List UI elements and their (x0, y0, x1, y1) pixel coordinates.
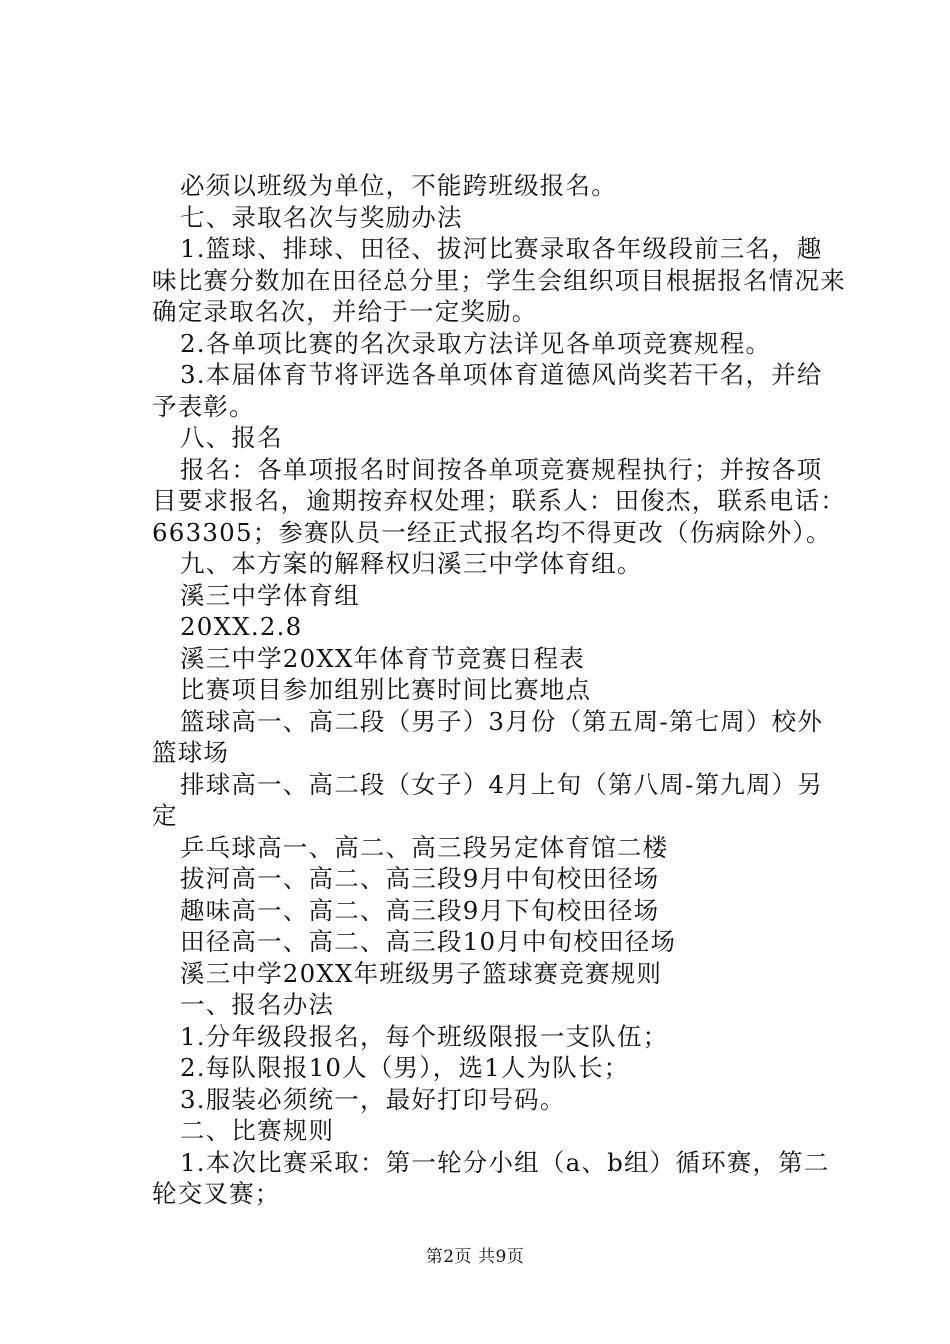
text-line: 一、报名办法 (180, 990, 335, 1019)
text-line: 比赛项目参加组别比赛时间比赛地点 (180, 675, 592, 704)
text-line: 田径高一、高二、高三段10月中旬校田径场 (180, 927, 677, 956)
text-line: 味比赛分数加在田径总分里；学生会组织项目根据报名情况来 (152, 265, 846, 295)
text-line: 2.每队限报10人（男），选1人为队长； (180, 1053, 630, 1082)
text-line: 溪三中学体育组 (180, 580, 360, 610)
text-line: 1.分年级段报名，每个班级限报一支队伍； (180, 1021, 669, 1051)
text-line: 二、比赛规则 (180, 1116, 335, 1145)
text-line: 七、录取名次与奖励办法 (180, 202, 463, 232)
text-line: 拔河高一、高二、高三段9月中旬校田径场 (180, 864, 660, 893)
text-line: 轮交叉赛； (152, 1179, 281, 1208)
text-line: 趣味高一、高二、高三段9月下旬校田径场 (180, 895, 660, 925)
text-line: 九、本方案的解释权归溪三中学体育组。 (180, 549, 643, 578)
text-line: 3.服装必须统一，最好打印号码。 (180, 1084, 566, 1114)
text-line: 溪三中学20XX年体育节竞赛日程表 (180, 643, 585, 673)
document-body (0, 170, 950, 1210)
page-footer: 第2页 共9页 (425, 1247, 525, 1267)
text-line: 予表彰。 (152, 391, 255, 421)
text-line: 定 (152, 801, 178, 830)
text-line: 1.本次比赛采取：第一轮分小组（a、b组）循环赛，第二 (180, 1147, 830, 1177)
text-line: 3.本届体育节将评选各单项体育道德风尚奖若干名，并给 (180, 360, 823, 389)
text-line: 篮球高一、高二段（男子）3月份（第五周-第七周）校外 (180, 706, 824, 736)
text-line: 报名：各单项报名时间按各单项竞赛规程执行；并按各项 (180, 454, 823, 484)
text-line: 1.篮球、排球、田径、拔河比赛录取各年级段前三名，趣 (180, 234, 823, 263)
text-line: 目要求报名，逾期按弃权处理；联系人：田俊杰，联系电话： (152, 486, 846, 515)
text-line: 必须以班级为单位，不能跨班级报名。 (180, 171, 617, 200)
text-line: 篮球场 (152, 738, 230, 767)
text-line: 排球高一、高二段（女子）4月上旬（第八周-第九周）另 (180, 769, 824, 799)
text-line: 乒乓球高一、高二、高三段另定体育馆二楼 (180, 832, 669, 862)
text-line: 溪三中学20XX年班级男子篮球赛竞赛规则 (180, 958, 663, 988)
text-line: 663305；参赛队员一经正式报名均不得更改（伤病除外）。 (152, 517, 832, 547)
text-line: 20XX.2.8 (180, 612, 303, 641)
text-line: 2.各单项比赛的名次录取方法详见各单项竞赛规程。 (180, 328, 772, 358)
text-line: 确定录取名次，并给于一定奖励。 (152, 297, 538, 326)
text-line: 八、报名 (180, 423, 283, 452)
